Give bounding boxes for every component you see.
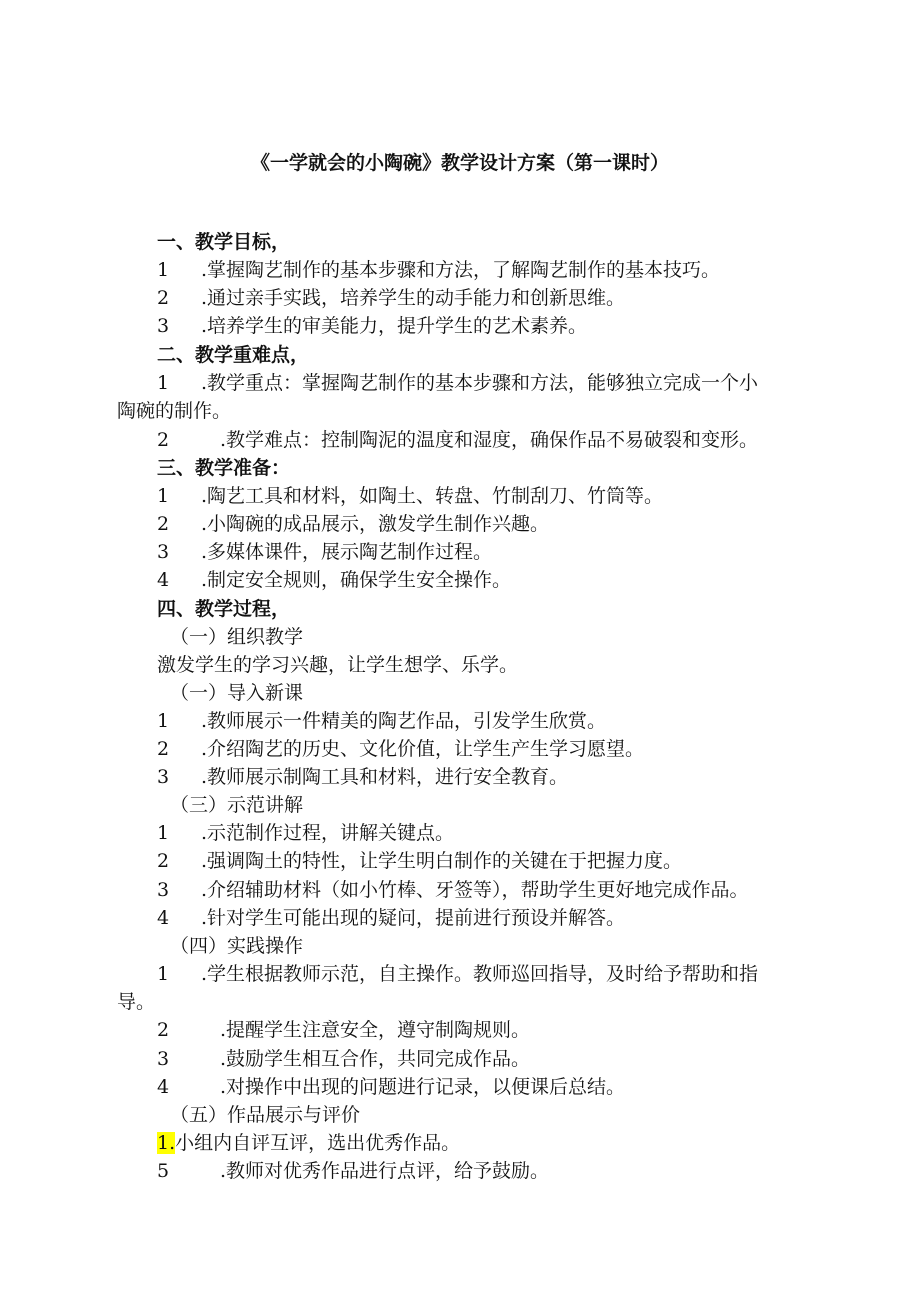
highlighted-number: 1.: [157, 1132, 176, 1154]
list-item: 3 .培养学生的审美能力，提升学生的艺术素养。: [157, 315, 588, 337]
list-item: 4 .制定安全规则，确保学生安全操作。: [157, 569, 512, 591]
list-item: 2 .介绍陶艺的历史、文化价值，让学生产生学习愿望。: [157, 738, 645, 760]
list-item: 4 .针对学生可能出现的疑问，提前进行预设并解答。: [157, 907, 626, 929]
list-item: 1 .示范制作过程，讲解关键点。: [157, 822, 455, 844]
list-item: 2 .教学难点：控制陶泥的温度和湿度，确保作品不易破裂和变形。: [157, 429, 759, 451]
list-item: 1 .教学重点：掌握陶艺制作的基本步骤和方法，能够独立完成一个小: [157, 372, 759, 394]
list-item: 2 .强调陶土的特性，让学生明白制作的关键在于把握力度。: [157, 850, 683, 872]
list-item: 3 .鼓励学生相互合作，共同完成作品。: [157, 1048, 531, 1070]
list-item: 3 .介绍辅助材料（如小竹棒、牙签等），帮助学生更好地完成作品。: [157, 879, 749, 901]
subsection-heading: （四）实践操作: [170, 935, 304, 957]
document-title: 《一学就会的小陶碗》教学设计方案（第一课时）: [250, 152, 669, 174]
list-item: 2 .提醒学生注意安全，遵守制陶规则。: [157, 1019, 531, 1041]
list-item-continuation: 导。: [117, 991, 156, 1013]
list-item-continuation: 陶碗的制作。: [117, 400, 232, 422]
paragraph: 激发学生的学习兴趣，让学生想学、乐学。: [157, 654, 519, 676]
section-heading-key-points: 二、教学重难点，: [157, 344, 310, 366]
subsection-heading: （三）示范讲解: [170, 794, 304, 816]
subsection-heading: （一）组织教学: [170, 626, 304, 648]
list-item: 2 .小陶碗的成品展示，激发学生制作兴趣。: [157, 513, 550, 535]
subsection-heading: （五）作品展示与评价: [170, 1104, 361, 1126]
list-item: 1 .学生根据教师示范，自主操作。教师巡回指导，及时给予帮助和指: [157, 963, 759, 985]
section-heading-preparation: 三、教学准备：: [157, 457, 291, 479]
section-heading-objectives: 一、教学目标，: [157, 231, 291, 253]
list-item: 1 .教师展示一件精美的陶艺作品，引发学生欣赏。: [157, 710, 607, 732]
subsection-heading: （一）导入新课: [170, 682, 304, 704]
list-item: 3 .教师展示制陶工具和材料，进行安全教育。: [157, 766, 569, 788]
list-item: 4 .对操作中出现的问题进行记录，以便课后总结。: [157, 1076, 626, 1098]
list-item: 5 .教师对优秀作品进行点评，给予鼓励。: [157, 1160, 550, 1182]
list-item: 2 .通过亲手实践，培养学生的动手能力和创新思维。: [157, 287, 626, 309]
section-heading-process: 四、教学过程，: [157, 598, 291, 620]
list-item: 1 .掌握陶艺制作的基本步骤和方法，了解陶艺制作的基本技巧。: [157, 259, 721, 281]
list-item: 3 .多媒体课件，展示陶艺制作过程。: [157, 541, 493, 563]
list-item: 1 .陶艺工具和材料，如陶土、转盘、竹制刮刀、竹筒等。: [157, 485, 664, 507]
list-item: 1.小组内自评互评，选出优秀作品。: [157, 1132, 461, 1154]
